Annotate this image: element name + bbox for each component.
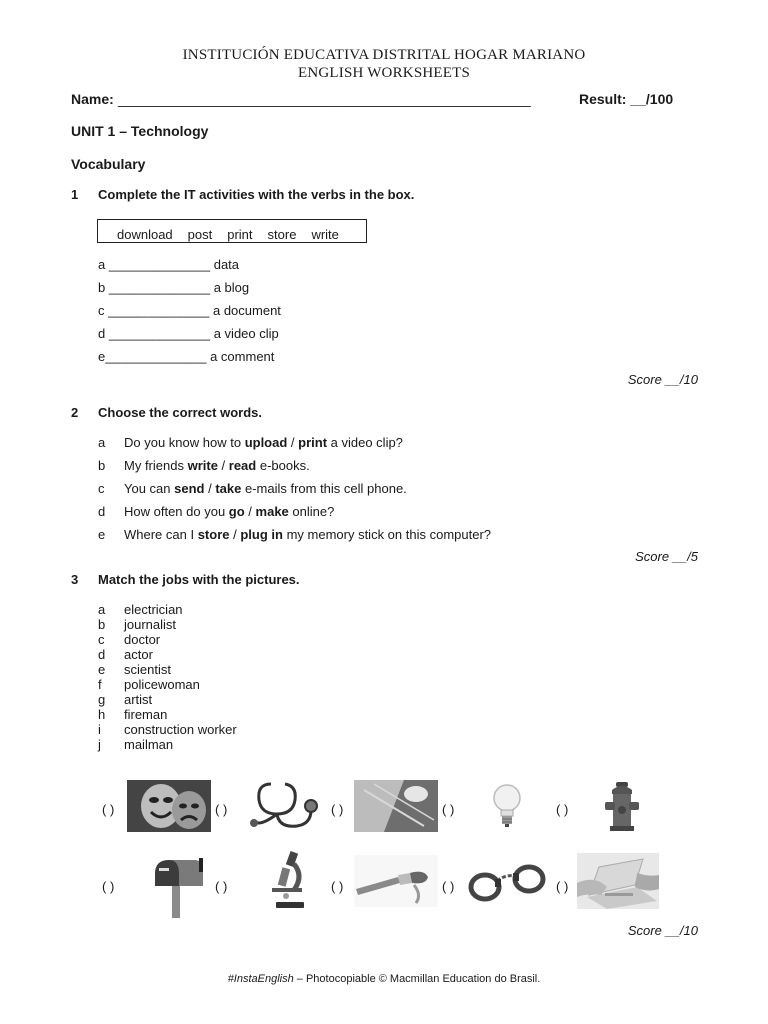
stethoscope-icon — [241, 780, 325, 832]
answer-paren[interactable]: ( ) — [215, 879, 228, 894]
option-word[interactable]: upload — [244, 435, 288, 450]
sentence-text: You can — [124, 481, 175, 496]
section-title: Vocabulary — [71, 156, 146, 172]
blank-line[interactable]: ______________ — [108, 326, 211, 341]
item-letter: a — [98, 257, 106, 272]
footer-text: – Photocopiable © Macmillan Education do Brasil. — [293, 973, 541, 985]
blank-line[interactable]: ______________ — [108, 280, 211, 295]
word-box-item: print — [227, 227, 253, 242]
option-word[interactable]: make — [255, 504, 289, 519]
ex1-score: Score __/10 — [627, 372, 698, 387]
option-word[interactable]: print — [298, 435, 328, 450]
ex2-instruction: Choose the correct words. — [98, 405, 262, 420]
job-item: i construction worker — [98, 722, 237, 737]
sentence-text: e-mails from this cell phone. — [241, 481, 407, 496]
job-item: h fireman — [98, 707, 168, 722]
job-item: d actor — [98, 647, 153, 662]
handcuffs-icon — [465, 855, 549, 907]
ex1-number: 1 — [71, 187, 79, 202]
ex3-instruction: Match the jobs with the pictures. — [98, 572, 300, 587]
ex1-item-c[interactable] — [98, 303, 281, 318]
ex1-item-a[interactable] — [98, 257, 239, 272]
name-label: Name: — [71, 91, 114, 107]
fire-hydrant-icon — [580, 780, 664, 832]
word-box-item: post — [187, 227, 213, 242]
ex2-letter-e: e — [98, 527, 106, 542]
answer-paren[interactable]: ( ) — [102, 802, 115, 817]
option-word[interactable]: plug in — [240, 527, 283, 542]
job-item: b journalist — [98, 617, 177, 632]
result-label: Result: __/100 — [579, 91, 674, 107]
footer — [0, 973, 768, 985]
laptop-typing-icon — [577, 853, 659, 909]
answer-paren[interactable]: ( ) — [215, 802, 228, 817]
ex3-number: 3 — [71, 572, 79, 587]
item-text: a video clip — [213, 326, 279, 341]
ex2-score: Score __/5 — [635, 549, 698, 564]
school-name: INSTITUCIÓN EDUCATIVA DISTRITAL HOGAR MARIANO — [182, 47, 586, 63]
sentence-text: my memory stick on this computer? — [282, 527, 492, 542]
unit-title: UNIT 1 – Technology — [71, 123, 209, 139]
ex1-item-d[interactable] — [98, 326, 279, 341]
option-word[interactable]: send — [174, 481, 205, 496]
ex2-letter-c: c — [98, 481, 105, 496]
word-box-item: write — [311, 227, 339, 242]
job-item: f policewoman — [98, 677, 200, 692]
option-word[interactable]: store — [197, 527, 230, 542]
ex3-score: Score __/10 — [627, 923, 698, 938]
answer-paren[interactable]: ( ) — [331, 802, 344, 817]
sentence-text: a video clip? — [327, 435, 403, 450]
name-line: _____________________________________________________ — [118, 91, 531, 107]
answer-paren[interactable]: ( ) — [556, 802, 569, 817]
ex2-item-b[interactable] — [124, 458, 310, 473]
ex2-item-c[interactable] — [124, 481, 407, 496]
word-box-item: download — [117, 227, 173, 242]
mailbox-icon — [145, 852, 211, 918]
job-item: j mailman — [98, 737, 174, 752]
ex2-item-d[interactable] — [124, 504, 334, 519]
sentence-text: Do you know how to — [124, 435, 245, 450]
ex1-item-e[interactable] — [98, 349, 274, 364]
sentence-text: Where can I — [124, 527, 198, 542]
ex2-item-a[interactable] — [124, 435, 403, 450]
worksheet-title: ENGLISH WORKSHEETS — [297, 65, 471, 81]
item-text: a document — [212, 303, 281, 318]
item-letter: d — [98, 326, 106, 341]
construction-site-icon — [354, 780, 438, 832]
word-box-item: store — [267, 227, 297, 242]
ex1-instruction: Complete the IT activities with the verbs in the box. — [98, 187, 415, 202]
blank-line[interactable]: ______________ — [108, 303, 210, 318]
job-item: c doctor — [98, 632, 161, 647]
job-item: e scientist — [98, 662, 171, 677]
sentence-text: online? — [288, 504, 335, 519]
blank-line[interactable]: ______________ — [108, 257, 211, 272]
ex2-item-e[interactable] — [124, 527, 491, 542]
item-text: data — [213, 257, 240, 272]
ex2-letter-b: b — [98, 458, 106, 473]
option-word[interactable]: write — [187, 458, 218, 473]
ex2-number: 2 — [71, 405, 79, 420]
slash: / — [217, 458, 229, 473]
job-item: a electrician — [98, 602, 183, 617]
paintbrush-icon — [354, 855, 438, 907]
item-letter: c — [98, 303, 105, 318]
ex1-item-b[interactable] — [98, 280, 249, 295]
ex2-letter-d: d — [98, 504, 106, 519]
ex2-letter-a: a — [98, 435, 106, 450]
answer-paren[interactable]: ( ) — [442, 879, 455, 894]
answer-paren[interactable]: ( ) — [556, 879, 569, 894]
microscope-icon — [264, 850, 312, 912]
slash: / — [244, 504, 256, 519]
answer-paren[interactable]: ( ) — [102, 879, 115, 894]
job-item: g artist — [98, 692, 153, 707]
footer-brand: #InstaEnglish — [227, 973, 294, 985]
answer-paren[interactable]: ( ) — [331, 879, 344, 894]
slash: / — [204, 481, 216, 496]
item-text: a comment — [210, 349, 275, 364]
option-word[interactable]: go — [228, 504, 245, 519]
slash: / — [287, 435, 299, 450]
item-letter: b — [98, 280, 106, 295]
sentence-text: How often do you — [124, 504, 229, 519]
light-bulb-icon — [465, 780, 549, 832]
sentence-text: My friends — [124, 458, 188, 473]
item-text: a blog — [213, 280, 250, 295]
item-letter: e — [98, 349, 106, 364]
blank-line[interactable]: ______________ — [105, 349, 207, 364]
option-word[interactable]: read — [228, 458, 257, 473]
sentence-text: e-books. — [256, 458, 310, 473]
jobs-list — [98, 602, 237, 752]
answer-paren[interactable]: ( ) — [442, 802, 455, 817]
theater-masks-icon — [127, 780, 211, 832]
option-word[interactable]: take — [215, 481, 242, 496]
word-box — [97, 219, 367, 243]
slash: / — [229, 527, 241, 542]
